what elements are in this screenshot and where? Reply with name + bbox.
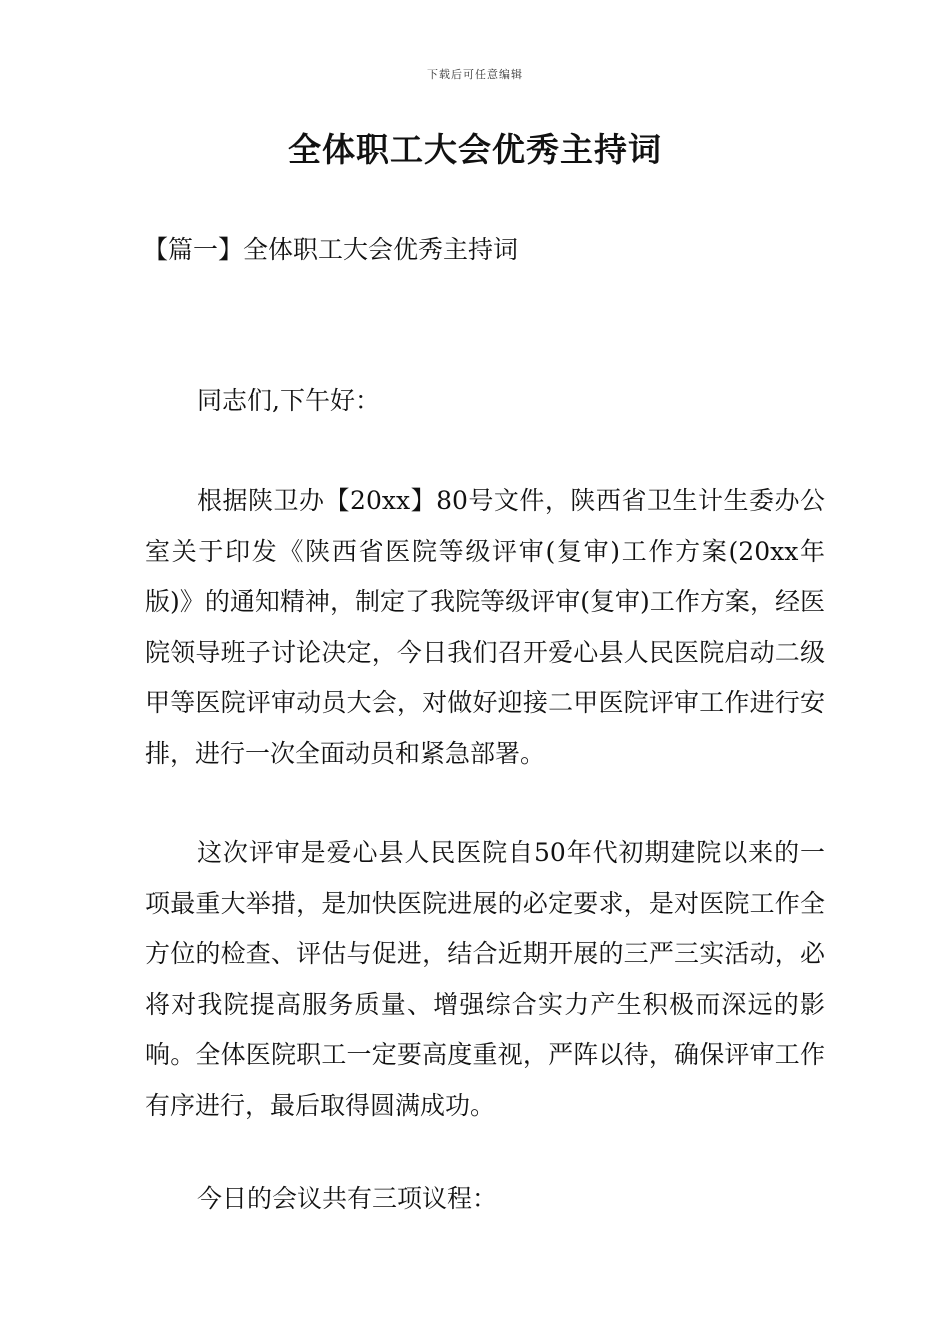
body-paragraph-2: 这次评审是爱心县人民医院自50年代初期建院以来的一项最重大举措，是加快医院进展的必定要求，是对医院工作全方位的检查、评估与促进，结合近期开展的三严三实活动，必将对我院提高服务质量、增强综合实力产生积极而深远的影响。全体医院职工一定要高度重视，严阵以待，确保评审工作有序进行，最后取得圆满成功。 — [145, 838, 825, 1120]
greeting-paragraph: 同志们,下午好： — [197, 386, 380, 415]
header-note: 下载后可任意编辑 — [427, 68, 523, 81]
body-paragraph-1: 根据陕卫办【20xx】80号文件，陕西省卫生计生委办公室关于印发《陕西省医院等级评审(复审)工作方案(20xx年版)》的通知精神，制定了我院等级评审(复审)工作方案，经医院领导班子讨论决定，今日我们召开爱心县人民医院启动二级甲等医院评审动员大会，对做好迎接二甲医院评审工作进行安排，进行一次全面动员和紧急部署。 — [145, 486, 825, 768]
body-paragraph-3: 今日的会议共有三项议程： — [197, 1184, 498, 1213]
section-heading: 【篇一】全体职工大会优秀主持词 — [143, 235, 519, 264]
document-title: 全体职工大会优秀主持词 — [288, 130, 662, 169]
